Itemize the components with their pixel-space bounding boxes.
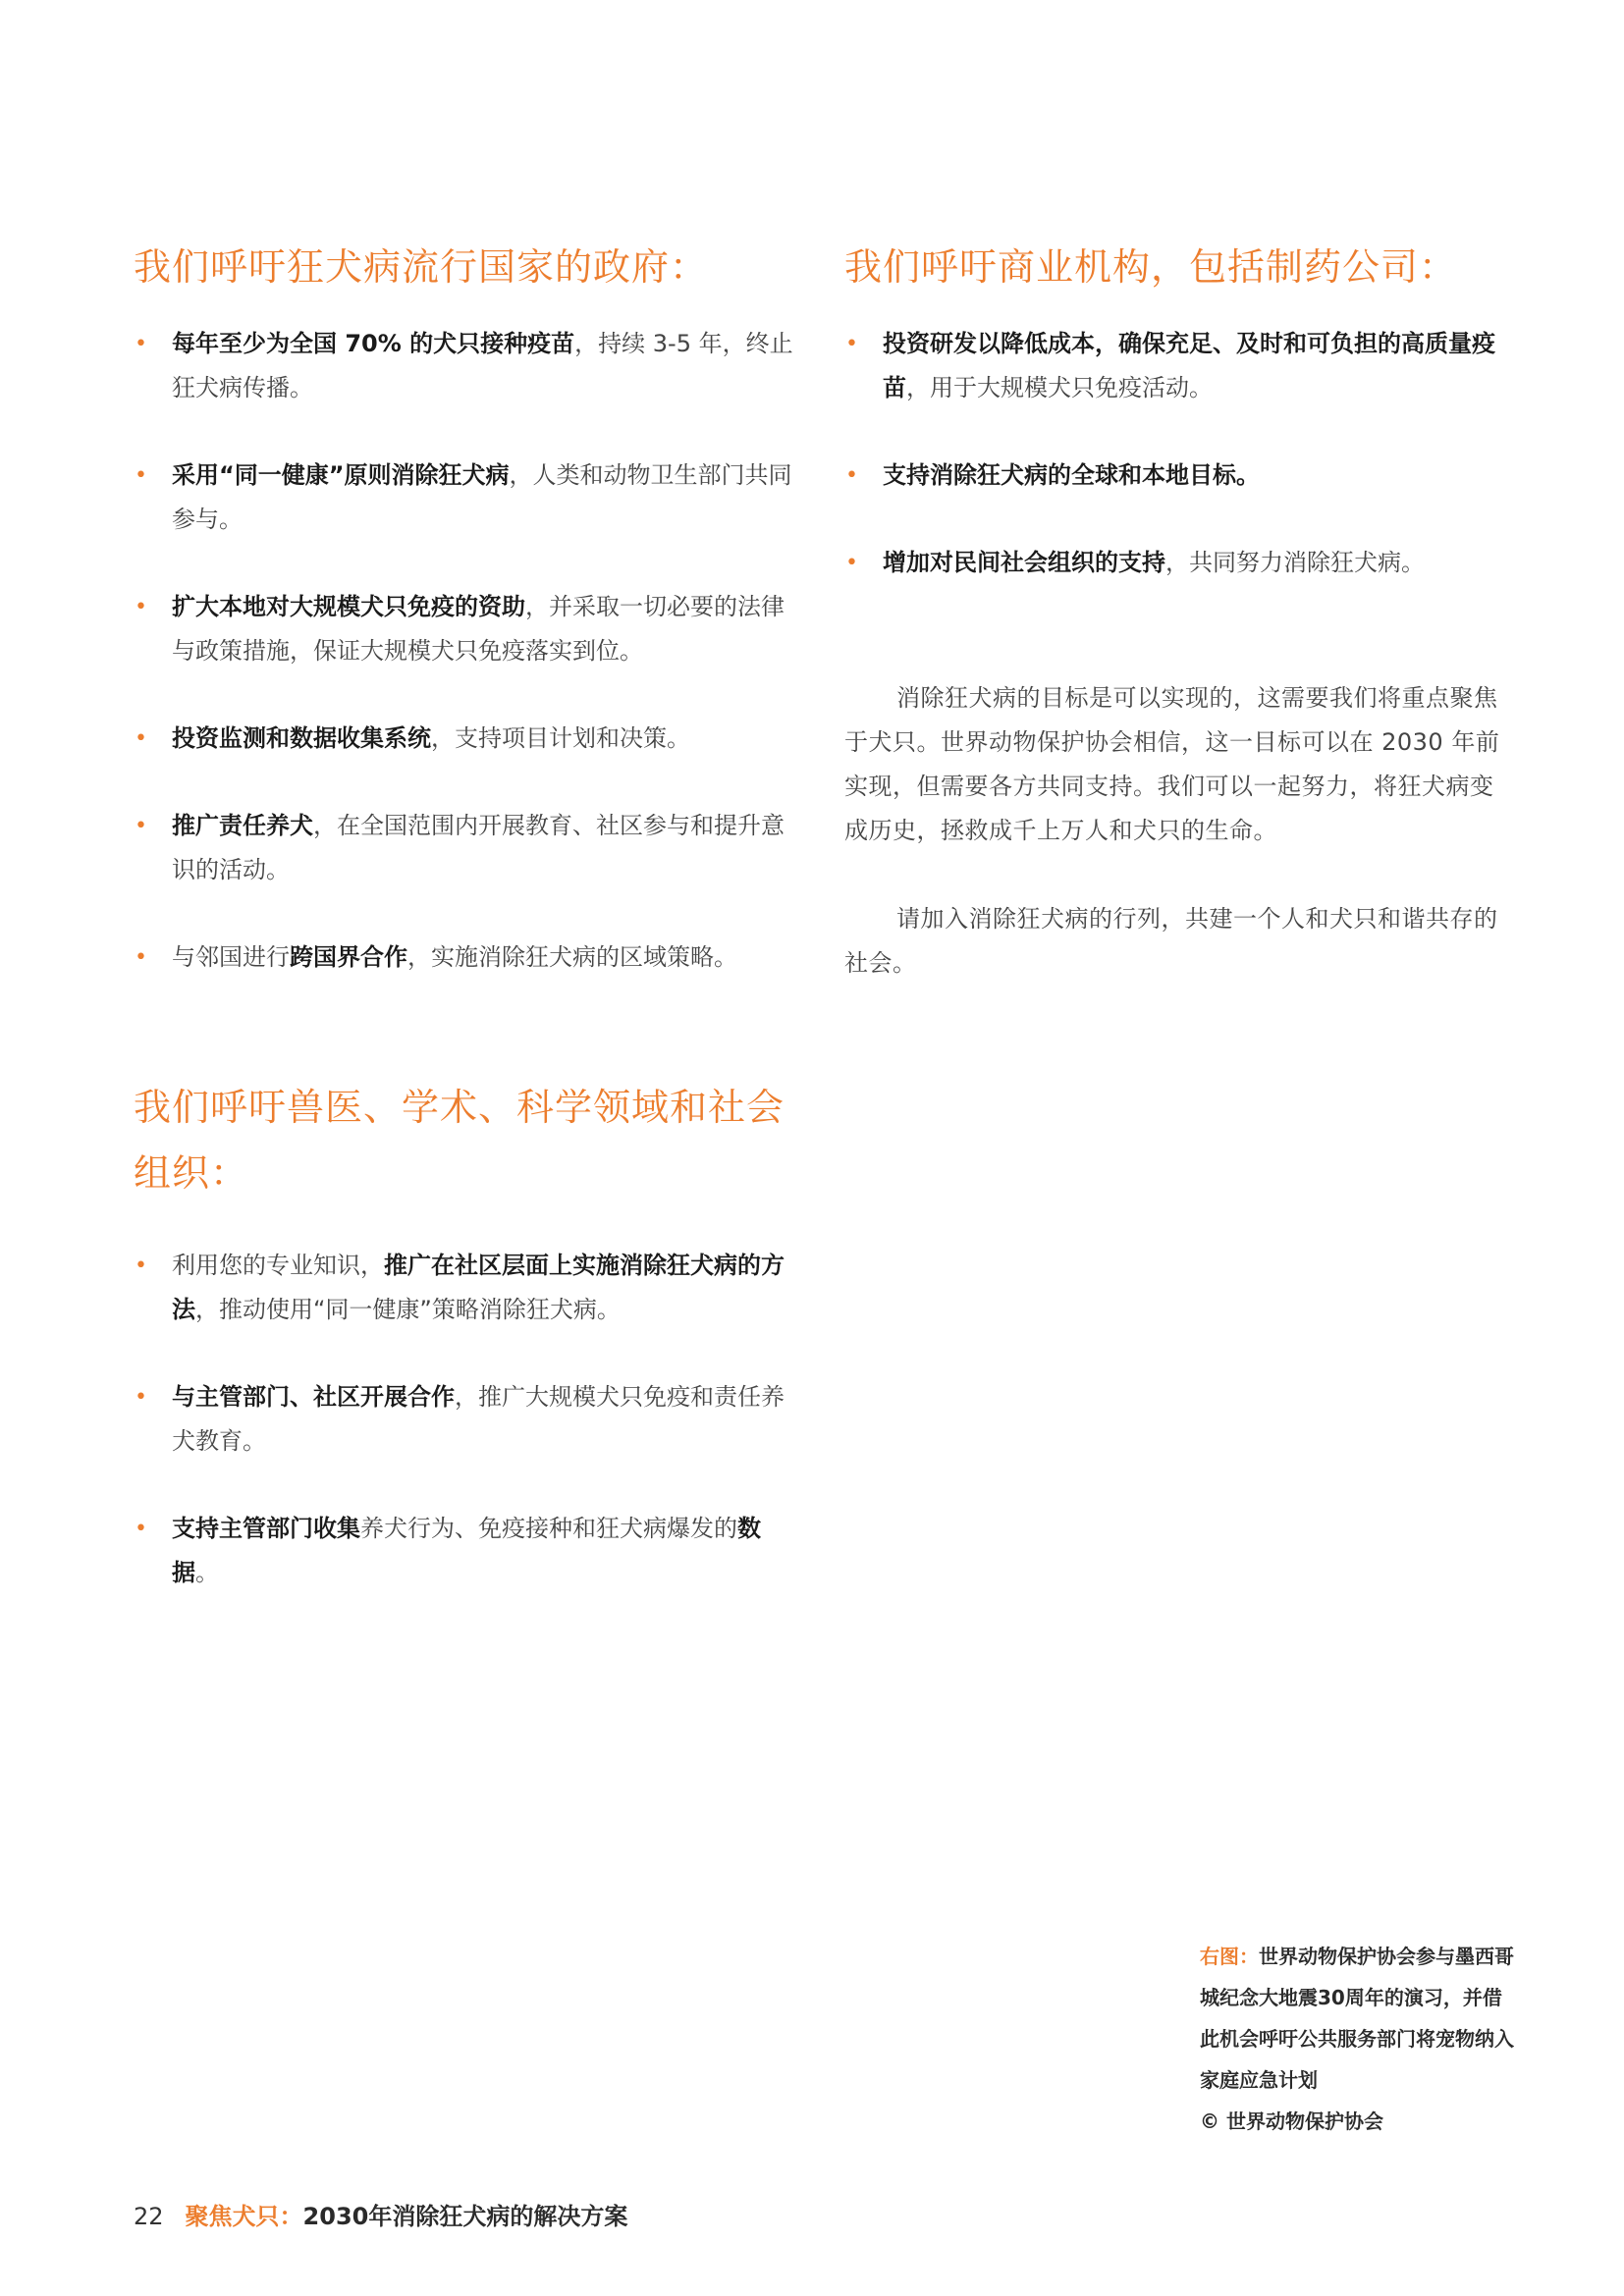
caption-text: 世界动物保护协会参与墨西哥城纪念大地震30周年的演习，并借此机会呼吁公共服务部门将宠物纳入家庭应急计划 xyxy=(1200,1945,1514,2092)
list-item xyxy=(134,585,793,673)
bullet-bold-text: 投资研发以降低成本，确保充足、及时和可负担的高质量疫苗 xyxy=(883,330,1495,401)
list-item xyxy=(134,1507,793,1595)
bullet-list xyxy=(844,322,1508,585)
caption-credit: © 世界动物保护协会 xyxy=(1200,2109,1383,2133)
bullet-icon: • xyxy=(845,551,858,575)
bullet-bold-text: 支持消除狂犬病的全球和本地目标。 xyxy=(883,461,1260,489)
list-item xyxy=(134,454,793,542)
list-item xyxy=(134,322,793,410)
list-item xyxy=(844,541,1508,585)
bullet-text: ，在全国范围内开展教育、社区参与和提升意识的活动。 xyxy=(172,812,785,883)
bullet-text: ，并采取一切必要的法律与政策措施，保证大规模犬只免疫落实到位。 xyxy=(172,593,785,665)
bullet-bold-text: 投资监测和数据收集系统 xyxy=(172,724,431,752)
bullet-list xyxy=(134,1244,793,1595)
right-closing-text xyxy=(844,676,1508,986)
bullet-bold-text: 采用“同一健康”原则消除狂犬病 xyxy=(172,461,510,489)
section-heading: 我们呼吁狂犬病流行国家的政府： xyxy=(134,245,709,289)
bullet-icon: • xyxy=(135,814,147,838)
bullet-text: 养犬行为、免疫接种和狂犬病爆发的 xyxy=(360,1515,737,1542)
list-item xyxy=(134,804,793,892)
bullet-text: ，推动使用“同一健康”策略消除狂犬病。 xyxy=(195,1296,621,1323)
caption-label: 右图： xyxy=(1200,1945,1259,1968)
bullet-bold-text: 数据 xyxy=(172,1515,761,1586)
list-item xyxy=(134,935,793,980)
bullet-icon: • xyxy=(135,332,147,356)
bullet-icon: • xyxy=(845,332,858,356)
bullet-bold-text: 推广在社区层面上实施消除狂犬病的方法 xyxy=(172,1252,785,1323)
list-item xyxy=(134,1375,793,1464)
list-item xyxy=(134,1244,793,1332)
bullet-list xyxy=(134,322,793,980)
bullet-text: ，人类和动物卫生部门共同参与。 xyxy=(172,461,792,533)
bullet-icon: • xyxy=(135,463,147,488)
right-section-businesses xyxy=(844,240,1508,628)
left-section-governments xyxy=(134,240,793,1023)
bullet-text: 。 xyxy=(195,1559,219,1586)
bullet-text: ，支持项目计划和决策。 xyxy=(431,724,690,752)
list-item xyxy=(844,322,1508,410)
bullet-text: ，用于大规模犬只免疫活动。 xyxy=(906,374,1213,401)
bullet-icon: • xyxy=(135,595,147,619)
bullet-text: ，实施消除狂犬病的区域策略。 xyxy=(407,943,737,971)
bullet-text: ，推广大规模犬只免疫和责任养犬教育。 xyxy=(172,1383,785,1455)
bullet-bold-text: 增加对民间社会组织的支持 xyxy=(883,549,1165,576)
bullet-text: ，持续 3-5 年，终止狂犬病传播。 xyxy=(172,330,793,401)
bullet-icon: • xyxy=(135,726,147,751)
bullet-text: ，共同努力消除狂犬病。 xyxy=(1165,549,1425,576)
photo-caption xyxy=(1200,1936,1514,2142)
page-number: 22 xyxy=(134,2203,164,2230)
bullet-icon: • xyxy=(845,463,858,488)
bullet-icon: • xyxy=(135,1254,147,1278)
bullet-bold-text: 跨国界合作 xyxy=(290,943,407,971)
footer-series: 聚焦犬只： xyxy=(185,2203,303,2230)
bullet-bold-text: 每年至少为全国 70% 的犬只接种疫苗 xyxy=(172,330,575,357)
footer-title: 2030年消除狂犬病的解决方案 xyxy=(302,2203,628,2230)
bullet-text: 与邻国进行 xyxy=(172,943,290,971)
list-item xyxy=(134,717,793,761)
closing-paragraph: 消除狂犬病的目标是可以实现的，这需要我们将重点聚焦于犬只。世界动物保护协会相信，这一目标可以在 2030 年前实现，但需要各方共同支持。我们可以一起努力，将狂犬病变成历史，拯救成千上万人和犬只的生命。 xyxy=(844,684,1500,844)
section-heading: 我们呼吁商业机构，包括制药公司： xyxy=(844,245,1458,289)
bullet-icon: • xyxy=(135,945,147,970)
bullet-bold-text: 推广责任养犬 xyxy=(172,812,313,839)
bullet-bold-text: 与主管部门、社区开展合作 xyxy=(172,1383,455,1411)
section-heading: 我们呼吁兽医、学术、科学领域和社会组织： xyxy=(134,1086,785,1195)
page-footer xyxy=(134,2199,627,2234)
list-item xyxy=(844,454,1508,498)
bullet-text: 利用您的专业知识， xyxy=(172,1252,384,1279)
left-section-organizations xyxy=(134,1075,793,1638)
closing-paragraph: 请加入消除狂犬病的行列，共建一个人和犬只和谐共存的社会。 xyxy=(844,905,1498,977)
bullet-bold-text: 扩大本地对大规模犬只免疫的资助 xyxy=(172,593,525,620)
bullet-bold-text: 支持主管部门收集 xyxy=(172,1515,360,1542)
bullet-icon: • xyxy=(135,1517,147,1541)
bullet-icon: • xyxy=(135,1385,147,1410)
